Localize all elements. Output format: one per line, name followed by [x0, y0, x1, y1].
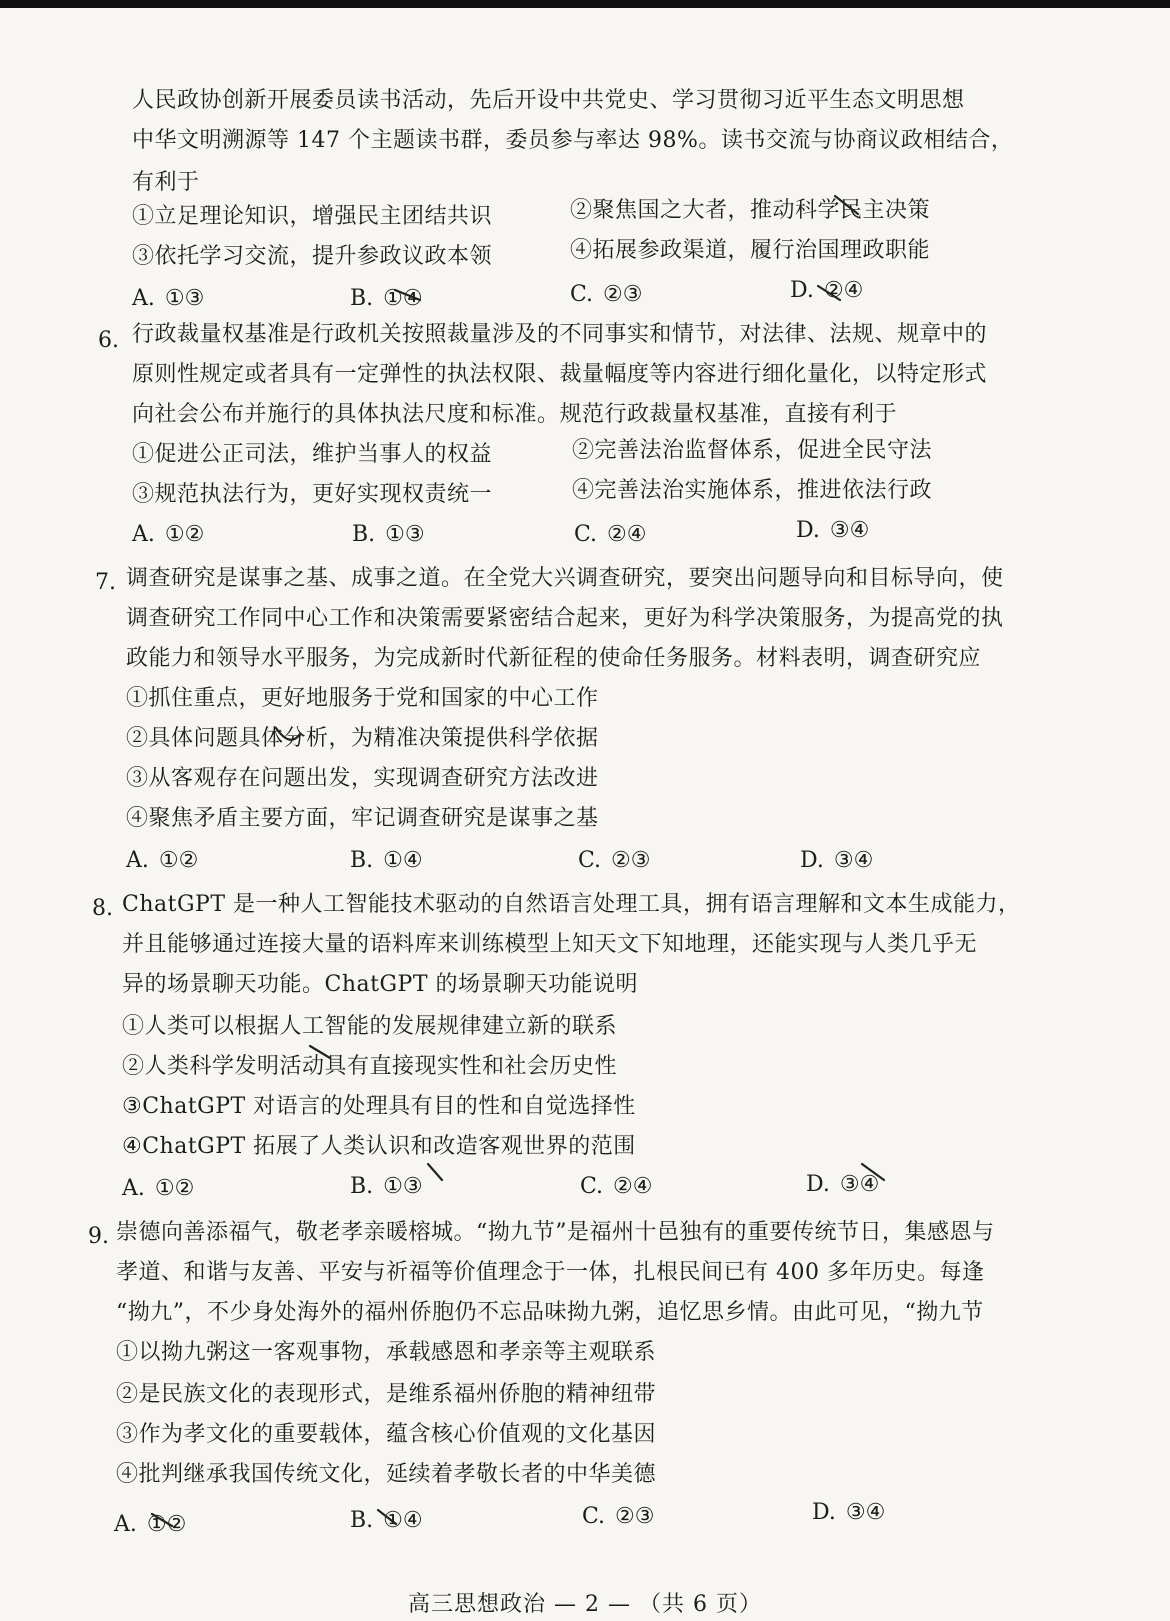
statement-item: ②人类科学发明活动具有直接现实性和社会历史性 — [122, 1054, 618, 1079]
choice-text: ③④ — [833, 848, 874, 873]
choice-text: ③④ — [839, 1172, 880, 1197]
choice-letter: D. — [796, 518, 820, 543]
statement-item: ③从客观存在问题出发，实现调查研究方法改进 — [126, 766, 599, 791]
statement-item: ④ChatGPT 拓展了人类认识和改造客观世界的范围 — [122, 1134, 636, 1159]
pen-stroke — [310, 1046, 330, 1058]
pen-stroke — [276, 728, 300, 740]
question-stem-line: 并且能够通过连接大量的语料库来训练模型上知天文下知地理，还能实现与人类几乎无 — [122, 932, 978, 957]
choice-text: ①④ — [383, 848, 423, 873]
choice-letter: A. — [132, 286, 155, 311]
choice-letter: C. — [578, 848, 602, 873]
statement-item: ①以拗九粥这一客观事物，承载感恩和孝亲等主观联系 — [116, 1340, 657, 1365]
statement-item: ④批判继承我国传统文化，延续着孝敬长者的中华美德 — [116, 1462, 657, 1487]
choice-letter: D. — [806, 1172, 830, 1197]
choice-text: ②③ — [615, 1504, 655, 1529]
question-number: 7. — [95, 570, 116, 595]
choice-text: ①② — [158, 848, 199, 873]
statement-item: ②是民族文化的表现形式，是维系福州侨胞的精神纽带 — [116, 1382, 657, 1407]
question-stem-line: 异的场景聊天功能。ChatGPT 的场景聊天功能说明 — [122, 972, 639, 997]
pen-stroke — [835, 196, 858, 214]
choice-text: ①③ — [385, 522, 425, 547]
question-stem-line: 崇德向善添福气，敬老孝亲暖榕城。“拗九节”是福州十邑独有的重要传统节日，集感恩与 — [116, 1220, 995, 1245]
choice-text: ①② — [146, 1512, 187, 1537]
pen-stroke — [395, 290, 420, 300]
choice-letter: B. — [352, 522, 376, 547]
question-stem-line: 有利于 — [132, 170, 200, 195]
choice-letter: B. — [350, 1174, 374, 1199]
choice-text: ①③ — [383, 1174, 423, 1199]
choice-letter: C. — [570, 282, 594, 307]
question-stem-line: 行政裁量权基准是行政机关按照裁量涉及的不同事实和情节，对法律、法规、规章中的 — [132, 322, 988, 347]
question-stem-line: 原则性规定或者具有一定弹性的执法权限、裁量幅度等内容进行细化量化，以特定形式 — [132, 362, 988, 387]
statement-item: ④拓展参政渠道，履行治国理政职能 — [570, 238, 931, 263]
choice-text: ②④ — [607, 522, 647, 547]
choice-letter: D. — [800, 848, 824, 873]
pen-stroke — [378, 1510, 396, 1524]
choice-letter: A. — [132, 522, 155, 547]
choice-letter: B. — [350, 1508, 374, 1533]
choice-letter: C. — [574, 522, 598, 547]
statement-item: ①抓住重点，更好地服务于党和国家的中心工作 — [126, 686, 599, 711]
statement-item: ②聚焦国之大者，推动科学民主决策 — [570, 198, 931, 223]
statement-item: ②具体问题具体分析，为精准决策提供科学依据 — [126, 726, 599, 751]
question-number: 8. — [92, 896, 113, 921]
pen-stroke — [862, 1164, 884, 1180]
choice-text: ①② — [154, 1176, 195, 1201]
statement-item: ④聚焦矛盾主要方面，牢记调查研究是谋事之基 — [126, 806, 599, 831]
choice-text: ①④ — [383, 286, 423, 311]
question-stem-line: 中华文明溯源等 147 个主题读书群，委员参与率达 98%。读书交流与协商议政相结合， — [132, 128, 1014, 153]
choice-letter: D. — [812, 1500, 836, 1525]
choice-text: ①③ — [164, 286, 205, 311]
choice-letter: A. — [122, 1176, 145, 1201]
choice-text: ③④ — [829, 518, 870, 543]
question-stem-line: ChatGPT 是一种人工智能技术驱动的自然语言处理工具，拥有语言理解和文本生成能力， — [122, 892, 1021, 917]
statement-item: ③作为孝文化的重要载体，蕴含核心价值观的文化基因 — [116, 1422, 657, 1447]
pen-stroke — [152, 1514, 172, 1526]
pen-stroke — [818, 286, 840, 300]
page-footer: 高三思想政治 — 2 — （共 6 页） — [408, 1592, 762, 1617]
question-stem-line: 向社会公布并施行的具体执法尺度和标准。规范行政裁量权基准，直接有利于 — [132, 402, 898, 427]
choice-letter: B. — [350, 848, 374, 873]
statement-item: ②完善法治监督体系，促进全民守法 — [572, 438, 933, 463]
choice-letter: C. — [582, 1504, 606, 1529]
question-number: 9. — [88, 1224, 109, 1249]
choice-text: ③④ — [845, 1500, 886, 1525]
choice-letter: D. — [790, 278, 814, 303]
choice-text: ②③ — [611, 848, 651, 873]
question-stem-line: “拗九”，不少身处海外的福州侨胞仍不忘品味拗九粥，追忆思乡情。由此可见，“拗九节 — [116, 1300, 984, 1325]
question-number: 6. — [98, 328, 119, 353]
choice-text: ①④ — [383, 1508, 423, 1533]
statement-item: ①促进公正司法，维护当事人的权益 — [132, 442, 493, 467]
question-stem-line: 调查研究工作同中心工作和决策需要紧密结合起来，更好为科学决策服务，为提高党的执 — [126, 606, 1004, 631]
statement-item: ③ChatGPT 对语言的处理具有目的性和自觉选择性 — [122, 1094, 636, 1119]
statement-item: ①立足理论知识，增强民主团结共识 — [132, 204, 493, 229]
question-stem-line: 人民政协创新开展委员读书活动，先后开设中共党史、学习贯彻习近平生态文明思想 — [132, 88, 965, 113]
choice-text: ①② — [164, 522, 205, 547]
question-stem-line: 调查研究是谋事之基、成事之道。在全党大兴调查研究，要突出问题导向和目标导向，使 — [126, 566, 1004, 591]
choice-text: ②③ — [603, 282, 643, 307]
choice-letter: B. — [350, 286, 374, 311]
choice-letter: A. — [126, 848, 149, 873]
question-stem-line: 政能力和领导水平服务，为完成新时代新征程的使命任务服务。材料表明，调查研究应 — [126, 646, 982, 671]
choice-text: ②④ — [823, 278, 864, 303]
pen-stroke — [428, 1164, 442, 1180]
choice-letter: A. — [114, 1512, 137, 1537]
choice-text: ②④ — [613, 1174, 653, 1199]
choice-letter: C. — [580, 1174, 604, 1199]
statement-item: ①人类可以根据人工智能的发展规律建立新的联系 — [122, 1014, 618, 1039]
statement-item: ③依托学习交流，提升参政议政本领 — [132, 244, 493, 269]
statement-item: ③规范执法行为，更好实现权责统一 — [132, 482, 493, 507]
statement-item: ④完善法治实施体系，推进依法行政 — [572, 478, 933, 503]
question-stem-line: 孝道、和谐与友善、平安与祈福等价值理念于一体，扎根民间已有 400 多年历史。每逢 — [116, 1260, 985, 1285]
